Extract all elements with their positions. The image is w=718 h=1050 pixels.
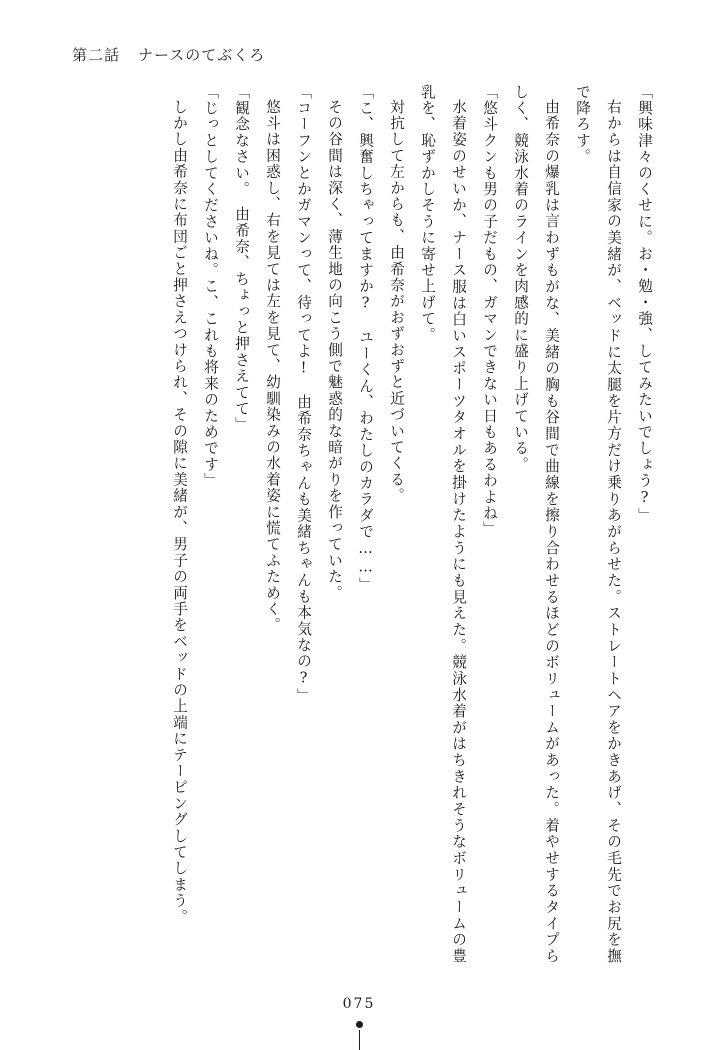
chapter-title: ナースのてぶくろ [138,46,266,64]
paragraph: 「こ、興奮しちゃってますか? ユーくん、わたしのカラダで……」 [357,84,374,594]
paragraph: 水着姿のせいか、ナース服は白いスポーツタオルを掛けたようにも見えた。競泳水着がはちきれそうなボリュームの豊乳を、恥ずかしそうに寄せ上げて。 [419,84,467,964]
paragraph: 右からは自信家の美緒が、ベッドに太腿を片方だけ乗りあがらせた。ストレートヘアをかきあげ、その毛先でお尻を撫で降ろす。 [574,84,622,964]
body-text [60,84,660,964]
chapter-number: 第二話 [72,46,121,64]
page-number: 075 [342,996,376,1012]
running-head [72,44,265,65]
paragraph: 由希奈の爆乳は言わずもがな、美緒の胸も谷間で曲線を擦り合わせるほどのボリュームがあった。着やせするタイプらしく、競泳水着のラインを肉感的に盛り上げている。 [512,84,560,964]
paragraph: 「じっとしてくださいね。こ、これも将来のためです」 [202,84,219,489]
paragraph: その谷間は深く、薄生地の向こう側で魅惑的な暗がりを作っていた。 [326,98,343,601]
folio-dot-icon [356,1021,363,1028]
paragraph: 「コーフンとかガマンって、待ってよ! 由希奈ちゃんも美緒ちゃんも本気なの?」 [295,84,312,705]
paragraph: 対抗して左からも、由希奈がおずおずと近づいてくる。 [388,98,405,504]
paragraph: 「観念なさい。 由希奈、ちょっと押さえてて」 [233,84,250,434]
folio-rule [359,1030,360,1050]
paragraph: 「悠斗クンも男の子だもの、ガマンできない日もあるわよね」 [481,84,498,538]
paragraph: 「興味津々のくせに。お・勉・強、してみたいでしょう?」 [636,84,653,524]
paragraph: 悠斗は困惑し、右を見ては左を見て、幼馴染みの水着姿に慌てふためく。 [264,98,281,634]
paragraph: しかし由希奈に布団ごと押さえつけられ、その隙に美緒が、男子の両手をベッドの上端にテーピングしてしまう。 [171,98,188,925]
